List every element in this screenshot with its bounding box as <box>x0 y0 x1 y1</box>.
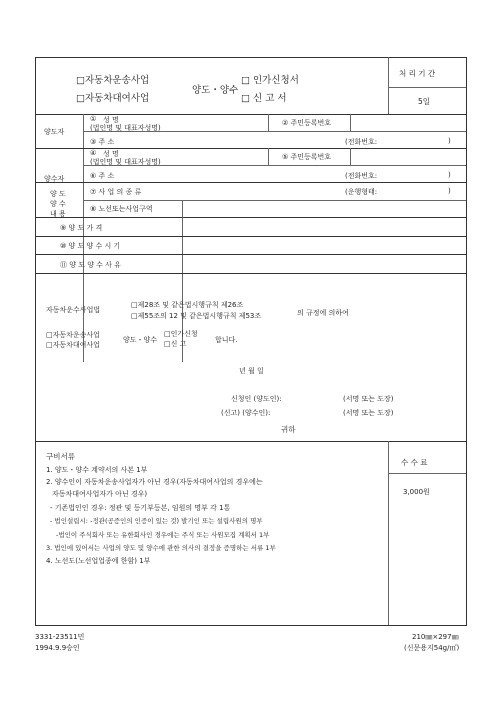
transferee-id-label: ⑤ 주민등록번호 <box>282 153 332 161</box>
approval-date: 1994.9.9승인 <box>35 644 80 652</box>
declaration-transfer: 양도・양수 <box>123 336 158 344</box>
applicant-transferee-label: (신고) (양수인): <box>221 409 271 417</box>
transferee-phone-close: ) <box>448 171 451 179</box>
required-docs-title: 구비서류 <box>46 452 75 461</box>
transferee-address-label: ⑥ 주 소 <box>90 172 115 180</box>
declaration-option-report[interactable]: □신 고 <box>164 340 187 348</box>
operation-type-label: (운행형태: <box>345 188 378 196</box>
business-type-input[interactable] <box>186 184 336 199</box>
declaration-law-option-1[interactable]: □제28조 및 같은법시행규칙 제26조 <box>131 301 244 309</box>
required-doc-item: 4. 노선도(노선업업종에 한함) 1부 <box>46 557 151 565</box>
route-area-label: ⑧ 노선또는사업구역 <box>90 205 153 213</box>
processing-period-label: 처 리 기 간 <box>399 69 436 78</box>
processing-period-value: 5일 <box>418 97 431 106</box>
paper-size: 210㎜×297㎜ <box>412 633 459 641</box>
transfer-reason-input[interactable] <box>186 256 464 272</box>
applicant-transferee-sign[interactable]: (서명 또는 도장) <box>343 409 394 417</box>
transferee-name-num: ④ <box>90 149 97 157</box>
required-doc-item: 3. 법인에 있어서는 사업의 양도 및 양수에 관한 의사의 결정을 증명하는 서류 1부 <box>46 544 276 552</box>
transferor-name-sub: (법인명 및 대표자성명) <box>90 124 161 132</box>
content-label-1: 양 도 <box>50 190 66 198</box>
transferor-name-num: ① <box>90 115 97 123</box>
transferee-phone-label: (전화번호: <box>345 172 378 180</box>
applicant-transferor-sign[interactable]: (서명 또는 도장) <box>343 395 394 403</box>
transferor-name-label: 성 명 <box>103 116 119 124</box>
recipient-label: 귀하 <box>281 425 296 434</box>
declaration-option-transport[interactable]: □자동차운송사업 <box>46 331 100 339</box>
header-option-rental[interactable]: □자동차대여사업 <box>76 93 150 104</box>
required-doc-item: 2. 양수인이 자동차운송사업자가 아닌 경우(자동차대여사업의 경우에는 <box>46 478 263 486</box>
declaration-date[interactable]: 년 월 일 <box>239 367 264 375</box>
transferor-address-label: ③ 주 소 <box>90 138 115 146</box>
declaration-option-rental[interactable]: □자동차대여사업 <box>46 341 100 349</box>
transfer-date-label: ⑩ 양 도 양 수 시 기 <box>60 242 121 250</box>
declaration-law-name: 자동차운수사업법 <box>46 306 101 314</box>
declaration-law-suffix: 의 규정에 의하여 <box>297 309 349 317</box>
transferee-name-label: 성 명 <box>103 150 119 158</box>
transferor-phone-label: (전화번호: <box>345 138 378 146</box>
transfer-price-label: ⑨ 양 도 가 격 <box>60 224 103 232</box>
declaration-suffix: 합니다. <box>215 336 238 344</box>
header-option-transport[interactable]: □자동차운송사업 <box>76 75 150 86</box>
transfer-price-input[interactable] <box>186 219 464 235</box>
transferee-address-input[interactable] <box>186 167 336 181</box>
required-doc-item: 자동차대여사업자가 아닌 경우) <box>52 490 148 498</box>
header-doc-report[interactable]: □ 신 고 서 <box>241 93 287 104</box>
required-doc-item: -법인이 주식회사 또는 유한회사인 경우에는 주식 또는 사원모집 계획서 1부 <box>56 531 270 539</box>
transfer-date-input[interactable] <box>186 238 464 253</box>
content-label-3: 내 용 <box>50 210 66 218</box>
business-type-label: ⑦ 사 업 의 종 류 <box>90 188 142 196</box>
transferee-name-sub: (법인명 및 대표자성명) <box>90 158 161 166</box>
route-area-input[interactable] <box>186 202 464 216</box>
transferor-label: 양도자 <box>44 128 65 136</box>
declaration-option-application[interactable]: □인가신청 <box>164 330 198 338</box>
header-transfer-label: 양도・양수 <box>192 85 239 96</box>
transferor-phone-close: ) <box>448 137 451 145</box>
applicant-transferor-label: 신청인 (양도인): <box>231 395 282 403</box>
fee-label: 수 수 료 <box>401 458 428 467</box>
required-doc-item: 1. 양도・양수 계약서의 사본 1부 <box>46 466 148 474</box>
declaration-law-option-2[interactable]: □제55조의 12 및 같은법시행규칙 제53조 <box>131 312 262 320</box>
transferor-id-input[interactable] <box>352 115 464 130</box>
transferee-id-input[interactable] <box>352 149 464 164</box>
transferee-name-input[interactable] <box>186 149 266 164</box>
transfer-reason-label: ⑪ 양 도 양 수 사 유 <box>60 261 121 269</box>
form-code: 3331-23511민 <box>35 633 85 641</box>
transferee-label: 양수자 <box>44 175 65 183</box>
required-doc-item: - 법인설립시: -정관(공증인의 인증이 있는 것) 발기인 또는 설립사원의 명부 <box>50 517 263 525</box>
transferor-address-input[interactable] <box>186 133 336 147</box>
fee-value: 3,000원 <box>403 488 430 496</box>
content-label-2: 양 수 <box>50 200 66 208</box>
required-doc-item: - 기존법인인 경우: 정관 및 등기부등본, 임원의 명부 각 1통 <box>50 504 231 512</box>
transferor-id-label: ② 주민등록번호 <box>282 119 332 127</box>
transferor-name-input[interactable] <box>186 115 266 130</box>
paper-type: (신문용지54g/㎡) <box>404 644 460 652</box>
operation-type-close: ) <box>448 187 451 195</box>
header-doc-application[interactable]: □ 인가신청서 <box>241 75 299 86</box>
